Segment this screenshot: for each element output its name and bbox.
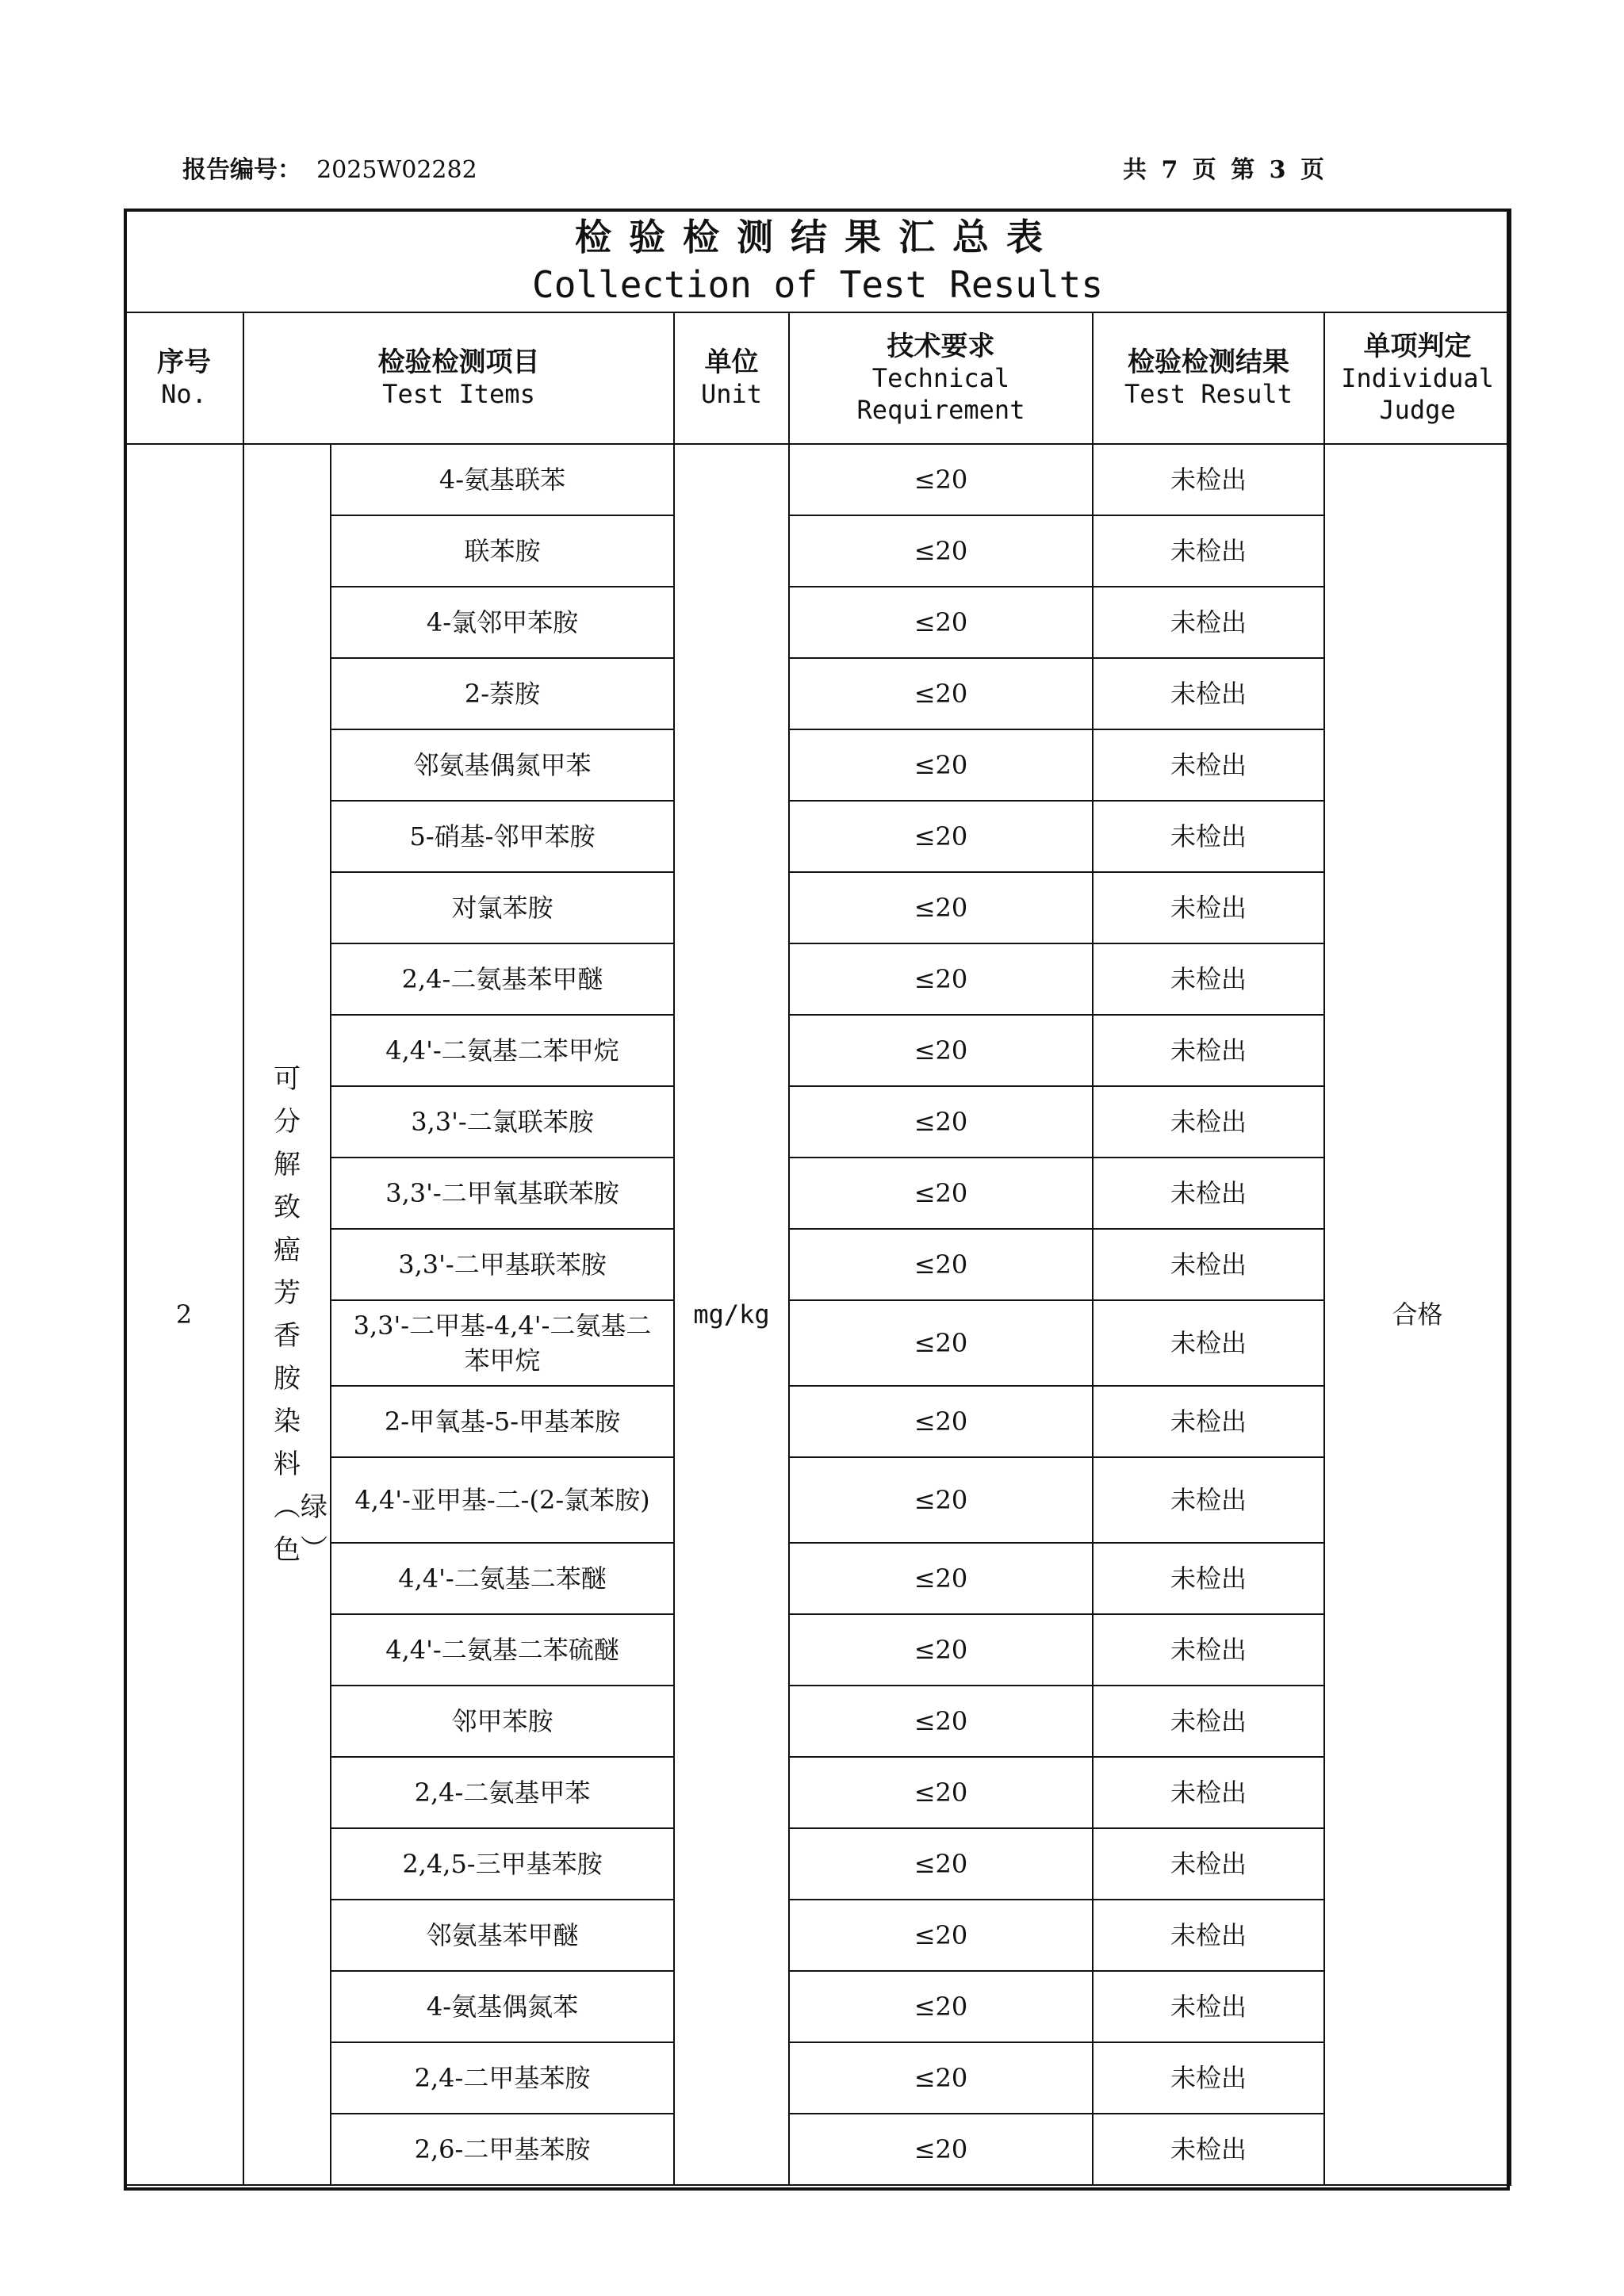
technical-requirement: ≤20 — [789, 2114, 1093, 2185]
col-items-en: Test Items — [382, 379, 535, 409]
title-chinese: 检验检测结果汇总表 — [575, 216, 1061, 258]
title-english: Collection of Test Results — [532, 263, 1104, 306]
test-result: 未检出 — [1093, 1971, 1324, 2042]
col-requirement-en1: Technical — [871, 363, 1010, 393]
technical-requirement: ≤20 — [789, 1457, 1093, 1543]
col-result-zh: 检验检测结果 — [1128, 346, 1289, 378]
report-number-value: 2025W02282 — [316, 156, 477, 184]
technical-requirement: ≤20 — [789, 729, 1093, 801]
group-unit: mg/kg — [674, 444, 789, 2185]
test-result: 未检出 — [1093, 1543, 1324, 1614]
test-result: 未检出 — [1093, 1158, 1324, 1229]
test-result: 未检出 — [1093, 872, 1324, 943]
technical-requirement: ≤20 — [789, 587, 1093, 658]
col-judge-zh: 单项判定 — [1363, 331, 1472, 362]
test-item-label: 邻氨基苯甲醚 — [426, 1920, 579, 1950]
page-indicator: 共 7 页 第 3 页 — [1123, 156, 1324, 184]
col-requirement-zh: 技术要求 — [887, 331, 995, 362]
test-item-label: 对氯苯胺 — [451, 893, 553, 923]
col-judge-en1: Individual — [1341, 363, 1494, 393]
test-item-label: 4,4'-二氨基二苯甲烷 — [385, 1035, 619, 1066]
test-result: 未检出 — [1093, 1828, 1324, 1900]
test-result: 未检出 — [1093, 943, 1324, 1015]
test-item-label: 邻甲苯胺 — [451, 1706, 553, 1736]
col-unit-zh: 单位 — [704, 346, 759, 378]
col-result-en: Test Result — [1124, 379, 1293, 409]
group-number: 2 — [124, 444, 243, 2185]
technical-requirement: ≤20 — [789, 1757, 1093, 1828]
test-item-label: 4-氯邻甲苯胺 — [426, 607, 579, 637]
technical-requirement: ≤20 — [789, 1229, 1093, 1300]
technical-requirement: ≤20 — [789, 1971, 1093, 2042]
technical-requirement: ≤20 — [789, 1900, 1093, 1971]
test-item-label: 4-氨基联苯 — [439, 465, 566, 495]
technical-requirement: ≤20 — [789, 1614, 1093, 1686]
test-item-label: 5-硝基-邻甲苯胺 — [409, 821, 596, 851]
col-no-en: No. — [161, 379, 207, 409]
report-header — [182, 151, 1324, 190]
col-items-zh: 检验检测项目 — [377, 346, 540, 378]
test-item-label: 3,3'-二甲基联苯胺 — [398, 1249, 607, 1280]
group-category: 可分解致癌芳香胺染料︵绿色︶ — [274, 1063, 327, 1566]
technical-requirement: ≤20 — [789, 1686, 1093, 1757]
technical-requirement: ≤20 — [789, 1386, 1093, 1457]
col-judge-en2: Judge — [1379, 395, 1456, 425]
test-result: 未检出 — [1093, 1086, 1324, 1158]
report-number — [182, 151, 477, 190]
test-result: 未检出 — [1093, 1457, 1324, 1543]
test-item-label: 联苯胺 — [464, 536, 541, 566]
test-item-label: 2,4-二氨基甲苯 — [414, 1777, 591, 1808]
test-result: 未检出 — [1093, 1614, 1324, 1686]
technical-requirement: ≤20 — [789, 1086, 1093, 1158]
technical-requirement: ≤20 — [789, 444, 1093, 515]
test-result: 未检出 — [1093, 1757, 1324, 1828]
technical-requirement: ≤20 — [789, 872, 1093, 943]
technical-requirement: ≤20 — [789, 1300, 1093, 1386]
test-result: 未检出 — [1093, 2114, 1324, 2185]
test-item-label: 2-萘胺 — [464, 679, 541, 709]
technical-requirement: ≤20 — [789, 658, 1093, 729]
test-result: 未检出 — [1093, 658, 1324, 729]
test-result: 未检出 — [1093, 1300, 1324, 1386]
test-result: 未检出 — [1093, 1386, 1324, 1457]
technical-requirement: ≤20 — [789, 1543, 1093, 1614]
test-result: 未检出 — [1093, 1686, 1324, 1757]
col-unit-en: Unit — [700, 379, 763, 409]
test-item-label: 3,3'-二甲氧基联苯胺 — [385, 1178, 619, 1208]
technical-requirement: ≤20 — [789, 2042, 1093, 2114]
test-item-label: 2-甲氧基-5-甲基苯胺 — [384, 1406, 621, 1437]
test-result: 未检出 — [1093, 1900, 1324, 1971]
test-item-label: 2,6-二甲基苯胺 — [414, 2134, 591, 2164]
technical-requirement: ≤20 — [789, 1828, 1093, 1900]
col-requirement-en2: Requirement — [856, 395, 1025, 425]
test-item-label: 3,3'-二氯联苯胺 — [411, 1107, 594, 1137]
test-item-label: 邻氨基偶氮甲苯 — [413, 750, 592, 780]
test-result: 未检出 — [1093, 1229, 1324, 1300]
technical-requirement: ≤20 — [789, 1015, 1093, 1086]
table-outer-border — [124, 209, 1510, 2191]
test-item-label: 4-氨基偶氮苯 — [426, 1992, 579, 2022]
technical-requirement: ≤20 — [789, 1158, 1093, 1229]
test-item-label: 4,4'-亚甲基-二-(2-氯苯胺) — [354, 1485, 650, 1515]
test-item-label: 3,3'-二甲基-4,4'-二氨基二苯甲烷 — [353, 1311, 652, 1376]
test-item-label: 4,4'-二氨基二苯硫醚 — [385, 1635, 619, 1665]
test-item-label: 4,4'-二氨基二苯醚 — [398, 1563, 607, 1594]
report-number-label: 报告编号： — [182, 156, 301, 184]
test-item-label: 2,4-二甲基苯胺 — [414, 2063, 591, 2093]
test-result: 未检出 — [1093, 801, 1324, 872]
test-item-label: 2,4,5-三甲基苯胺 — [402, 1849, 603, 1879]
test-result: 未检出 — [1093, 729, 1324, 801]
test-result: 未检出 — [1093, 587, 1324, 658]
test-result: 未检出 — [1093, 2042, 1324, 2114]
col-no-zh: 序号 — [157, 346, 211, 378]
group-judgement: 合格 — [1324, 444, 1511, 2185]
technical-requirement: ≤20 — [789, 801, 1093, 872]
test-result: 未检出 — [1093, 515, 1324, 587]
test-result: 未检出 — [1093, 1015, 1324, 1086]
technical-requirement: ≤20 — [789, 515, 1093, 587]
test-result: 未检出 — [1093, 444, 1324, 515]
test-item-label: 2,4-二氨基苯甲醚 — [401, 964, 603, 994]
technical-requirement: ≤20 — [789, 943, 1093, 1015]
